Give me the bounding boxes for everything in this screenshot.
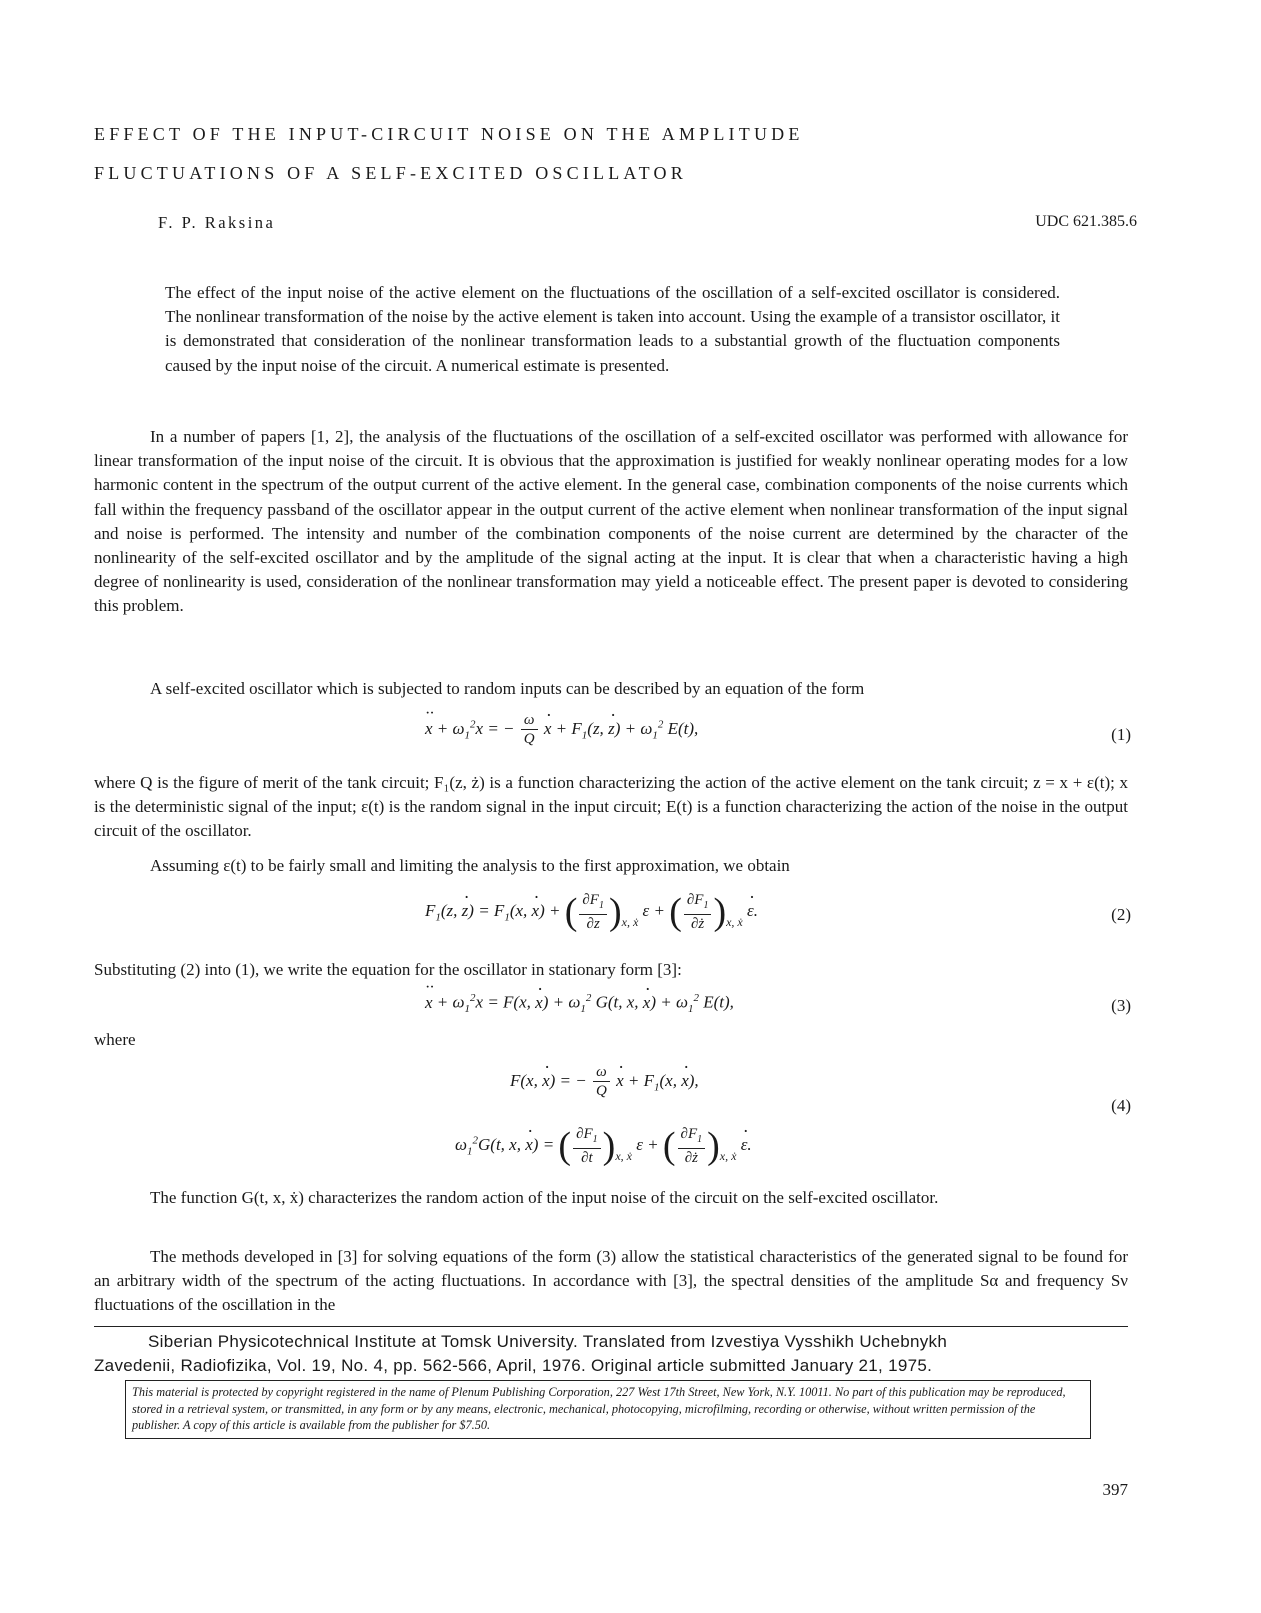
- affiliation-footnote: [94, 1330, 1128, 1378]
- equation-1-number: (1): [1111, 725, 1131, 744]
- equation-4-number: (4): [1111, 1096, 1131, 1115]
- equation-4b: $\omega_1^2G(t$, x, · x) = ( $\frac{\partial F_1}{\partial t}$ )$_{x, ẋ}$ ε + ( $\frac{\partial F_1}{\partial ż}$ )$_{x, ẋ} \cdot \varepsilon$.: [455, 1124, 752, 1168]
- footnote-divider: [94, 1326, 1128, 1327]
- page-number: 397: [1102, 1480, 1128, 1499]
- equation-1: ·· $x + \omega_1^2x$ = − $\frac{\omega}{Q}$ · $x + F_1(z$, · $z) + \omega_1^2$ E(t),: [425, 712, 698, 748]
- paragraph-first-approximation: Assuming ε(t) to be fairly small and limiting the analysis to the first approximation, we obtain: [150, 856, 790, 875]
- equation-4a: F(x, · x) = − $\frac{\omega}{Q}$ · $x + F_1(x$, · x),: [510, 1064, 699, 1100]
- equation-2: $F_1(z$, · $z) = F_1(x$, · x) + ( $\frac{\partial F_1}{\partial z}$ )$_{x, ẋ}$ ε + ( $\frac{\partial F_1}{\partial ż}$ )$_{x, ẋ} \cdot \varepsilon$.: [425, 890, 758, 934]
- paragraph-function-g: The function G(t, x, ẋ) characterizes the random action of the input noise of the circuit on the self-excited oscillator.: [150, 1188, 939, 1207]
- equation-3-number: (3): [1111, 996, 1131, 1015]
- author-name: F. P. Raksina: [158, 213, 276, 232]
- affiliation-line-2: Zavedenii, Radiofizika, Vol. 19, No. 4, pp. 562-566, April, 1976. Original article submitted January 21, 1975.: [94, 1356, 933, 1375]
- paragraph-intro: In a number of papers [1, 2], the analysis of the fluctuations of the oscillation of a self-excited oscillator was performed with allowance for linear transformation of the input noise of the circuit. It is obvious that the approximation is justified for weakly nonlinear operating modes for a low harmonic content in the spectrum of the output current of the active element. In the general case, combination components of the noise currents which fall within the frequency passband of the oscillator appear in the output current of the active element when nonlinear transformation of the input signal and noise is performed. The intensity and number of the combination components of the noise current are determined by the character of the nonlinearity of the self-excited oscillator and by the amplitude of the signal acting at the input. It is clear that when a characteristic having a high degree of nonlinearity is used, consideration of the nonlinear transformation may yield a noticeable effect. The present paper is devoted to considering this problem.: [94, 427, 1128, 616]
- paragraph-methods: The methods developed in [3] for solving equations of the form (3) allow the statistical characteristics of the generated signal to be found for an arbitrary width of the spectrum of the acting fluctuations. In accordance with [3], the spectral densities of the amplitude Sα and frequency Sν fluctuations of the oscillation in the: [94, 1247, 1128, 1315]
- paragraph-substituting: Substituting (2) into (1), we write the equation for the oscillator in stationary form [3]:: [94, 960, 682, 979]
- affiliation-line-1: Siberian Physicotechnical Institute at Tomsk University. Translated from Izvestiya Vysshikh Uchebnykh: [148, 1332, 948, 1351]
- paragraph-equation-intro: A self-excited oscillator which is subjected to random inputs can be described by an equation of the form: [150, 679, 865, 698]
- copyright-notice: This material is protected by copyright registered in the name of Plenum Publishing Corporation, 227 West 17th Street, New York, N.Y. 10011. No part of this publication may be reproduced, stored in a retrieval system, or transmitted, in any form or by any means, electronic, mechanical, photocopying, microfilming, recording or otherwise, without written permission of the publisher. A copy of this article is available from the publisher for $7.50.: [125, 1380, 1091, 1439]
- abstract: The effect of the input noise of the active element on the fluctuations of the oscillation of a self-excited oscillator is considered. The nonlinear transformation of the noise by the active element is taken into account. Using the example of a transistor oscillator, it is demonstrated that consideration of the nonlinear transformation leads to a substantial growth of the fluctuation components caused by the input noise of the circuit. A numerical estimate is presented.: [165, 283, 1060, 375]
- equation-2-number: (2): [1111, 905, 1131, 924]
- equation-3: ·· $x + \omega_1^2x = F(x$, · $x) + \omega_1^2$ G(t, x, · $x) + \omega_1^2$ E(t),: [425, 992, 734, 1015]
- where-label: where: [94, 1030, 136, 1049]
- paragraph-definitions: where Q is the figure of merit of the tank circuit; F₁(z, ż) is a function characterizing the action of the active element on the tank circuit; z = x + ε(t); x is the deterministic signal of the input; ε(t) is the random signal in the input circuit; E(t) is a function characterizing the action of the noise in the output circuit of the oscillator.: [94, 773, 1128, 841]
- paper-title-line-2: FLUCTUATIONS OF A SELF-EXCITED OSCILLATOR: [94, 163, 687, 183]
- paper-title-line-1: EFFECT OF THE INPUT-CIRCUIT NOISE ON THE AMPLITUDE: [94, 124, 804, 144]
- udc-code: UDC 621.385.6: [1035, 213, 1137, 230]
